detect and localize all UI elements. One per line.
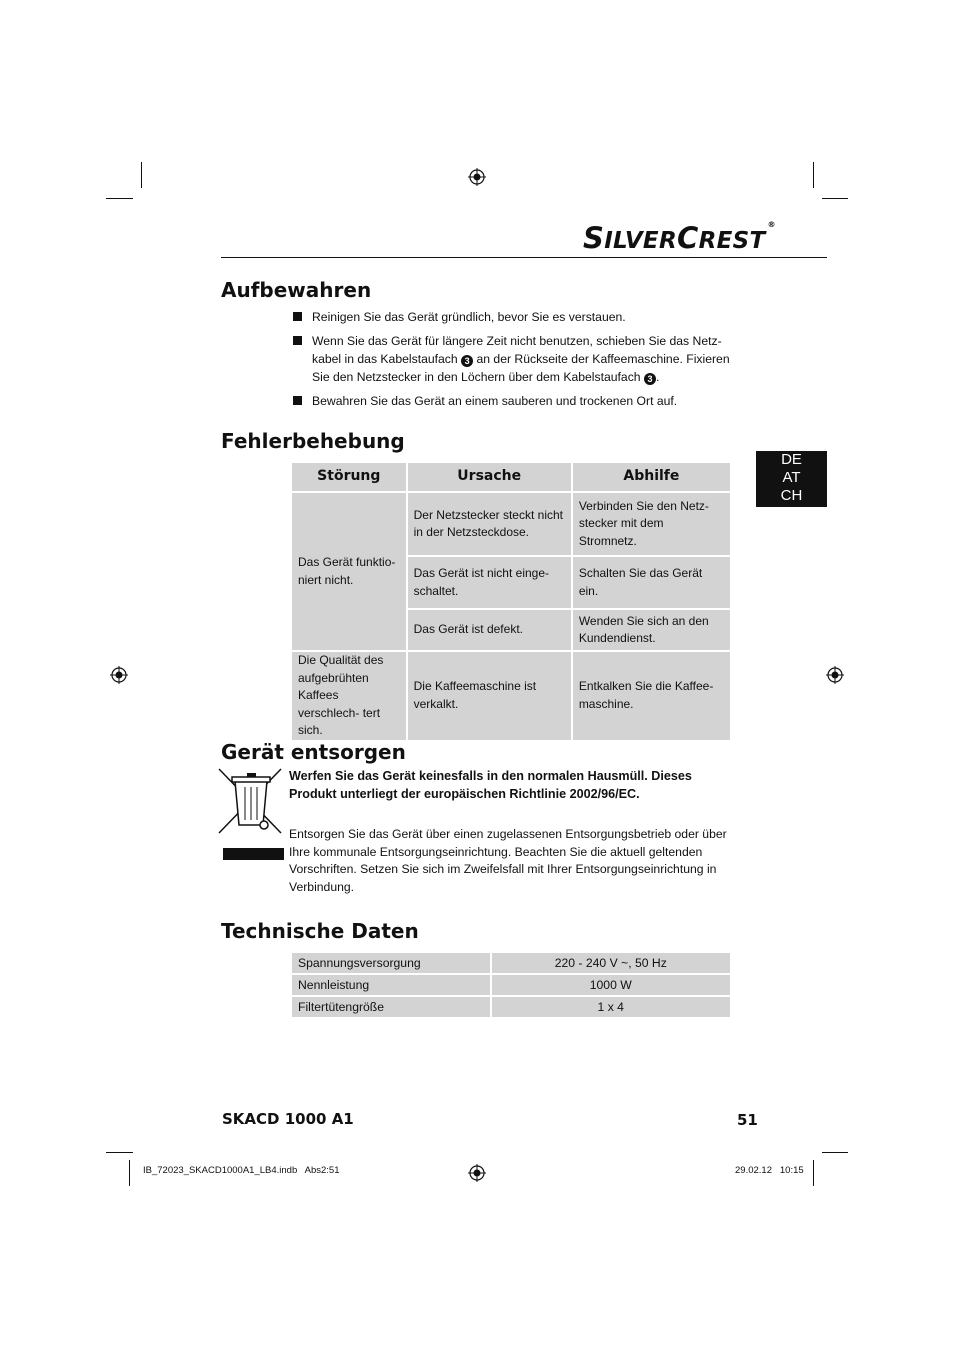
tech-data-table xyxy=(290,951,732,1019)
reference-number-icon: 3 xyxy=(461,355,473,367)
lang-ch: CH xyxy=(780,487,803,504)
disposal-warning: Werfen Sie das Gerät keinesfalls in den normalen Hausmüll. Dieses Produkt unterliegt der europäischen Richtlinie 2002/96/EC. xyxy=(289,769,692,801)
crossed-out-wheelie-bin-icon xyxy=(217,765,285,861)
bullet-square-icon xyxy=(293,396,302,405)
crop-mark xyxy=(106,1152,133,1153)
table-row xyxy=(291,952,731,974)
lang-at: AT xyxy=(782,469,801,486)
tech-value: 1000 W xyxy=(491,974,731,996)
crop-mark xyxy=(129,1160,130,1186)
column-header: Ursache xyxy=(407,462,572,492)
cause-cell: Der Netzstecker steckt nicht in der Netzsteckdose. xyxy=(407,492,572,556)
bullet-square-icon xyxy=(293,336,302,345)
tech-value: 1 x 4 xyxy=(491,996,731,1018)
brand-mark: ® xyxy=(767,220,776,230)
crop-mark xyxy=(141,162,142,188)
lang-de: DE xyxy=(781,451,802,468)
crop-mark xyxy=(822,1152,848,1153)
crop-mark xyxy=(813,1160,814,1186)
crop-mark xyxy=(106,198,133,199)
section-title-troubleshooting: Fehlerbehebung xyxy=(221,429,405,453)
footer-model: SKACD 1000 A1 xyxy=(222,1110,354,1128)
disposal-text: Entsorgen Sie das Gerät über einen zugelassenen Entsorgungsbetrieb oder über Ihre kommunale Entsorgungseinrichtung. Beachten Sie die aktuell geltenden Vorschriften. Setzen Sie sich im Zweifelsfall mit Ihrer Entsorgungseinrichtung in Verbindung. xyxy=(289,827,727,894)
tech-label: Nennleistung xyxy=(291,974,491,996)
section-title-tech: Technische Daten xyxy=(221,919,419,943)
column-header: Störung xyxy=(291,462,407,492)
tech-value: 220 - 240 V ~, 50 Hz xyxy=(491,952,731,974)
crop-mark xyxy=(813,162,814,188)
remedy-cell: Verbinden Sie den Netz- stecker mit dem Stromnetz. xyxy=(572,492,731,556)
header-rule xyxy=(221,257,827,258)
bullet-square-icon xyxy=(293,312,302,321)
brand-initial-s: S xyxy=(583,221,605,255)
print-slug-file: IB_72023_SKACD1000A1_LB4.indb Abs2:51 xyxy=(143,1165,340,1176)
problem-cell: Das Gerät funktio- niert nicht. xyxy=(291,492,407,651)
cause-cell: Das Gerät ist defekt. xyxy=(407,609,572,651)
tech-label: Filtertütengröße xyxy=(291,996,491,1018)
section-title-disposal: Gerät entsorgen xyxy=(221,740,406,764)
registration-mark-icon xyxy=(468,168,486,186)
list-item: Reinigen Sie das Gerät gründlich, bevor Sie es verstauen. xyxy=(292,308,737,326)
brand-initial-c: C xyxy=(676,221,699,255)
print-slug-date: 29.02.12 10:15 xyxy=(735,1165,804,1176)
registration-mark-icon xyxy=(110,666,128,684)
brand-part1: ILVER xyxy=(604,228,677,254)
remedy-cell: Schalten Sie das Gerät ein. xyxy=(572,556,731,609)
cause-cell: Die Kaffeemaschine ist verkalkt. xyxy=(407,651,572,741)
cause-cell: Das Gerät ist nicht einge- schaltet. xyxy=(407,556,572,609)
table-header-row xyxy=(291,462,731,492)
list-item: Wenn Sie das Gerät für längere Zeit nicht benutzen, schieben Sie das Netz- kabel in das Kabelstaufach 3 an der Rückseite der Kaffeemaschine. Fixieren Sie den Netzstecker in den Löchern über dem Kabelstaufach 3 . xyxy=(292,332,737,386)
table-row xyxy=(291,996,731,1018)
table-row xyxy=(291,651,731,741)
troubleshooting-table xyxy=(290,461,732,742)
crop-mark xyxy=(822,198,848,199)
remedy-cell: Entkalken Sie die Kaffee- maschine. xyxy=(572,651,731,741)
table-row xyxy=(291,492,731,556)
section-title-storage: Aufbewahren xyxy=(221,278,372,302)
reference-number-icon: 3 xyxy=(644,373,656,385)
column-header: Abhilfe xyxy=(572,462,731,492)
table-row xyxy=(291,974,731,996)
tech-label: Spannungsversorgung xyxy=(291,952,491,974)
registration-mark-icon xyxy=(468,1164,486,1182)
problem-cell: Die Qualität des aufgebrühten Kaffees verschlech- tert sich. xyxy=(291,651,407,741)
page-number: 51 xyxy=(737,1111,758,1129)
registration-mark-icon xyxy=(826,666,844,684)
brand-logo xyxy=(583,221,776,255)
list-item: Bewahren Sie das Gerät an einem sauberen und trockenen Ort auf. xyxy=(292,392,737,410)
brand-part2: REST xyxy=(698,228,766,254)
language-tab xyxy=(756,451,827,507)
storage-list xyxy=(292,308,737,416)
remedy-cell: Wenden Sie sich an den Kundendienst. xyxy=(572,609,731,651)
